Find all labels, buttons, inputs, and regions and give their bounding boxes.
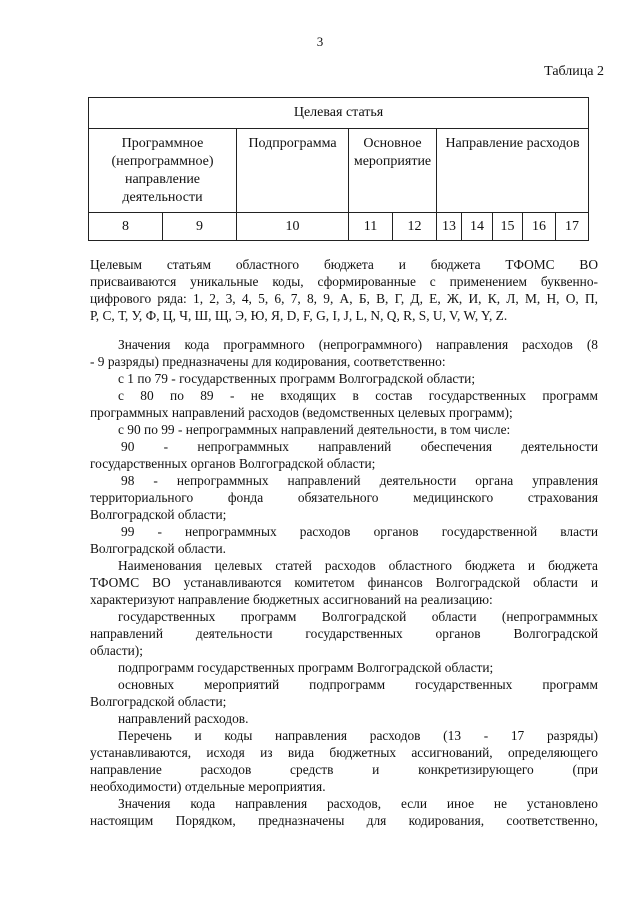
text-line: Перечень и коды направления расходов (13 - 17 разряды) [118, 728, 598, 743]
digit-cell: 13 [437, 213, 462, 241]
text-line: направление расходов средств и конкретизирующего (при [90, 762, 598, 777]
digit-cell: 8 [89, 213, 163, 241]
text-line: 98 - непрограммных направлений деятельности органа управления [121, 473, 598, 488]
body-text [90, 256, 598, 829]
text-line: с 1 по 79 - государственных программ Волгоградской области; [118, 371, 476, 386]
text-line: территориального фонда обязательного медицинского страхования [90, 490, 598, 505]
text-line: с 80 по 89 - не входящих в состав государственных программ [118, 388, 598, 403]
text-line: 90 - непрограммных направлений обеспечения деятельности [121, 439, 598, 454]
digit-cell: 15 [493, 213, 523, 241]
text-line: направлений расходов. [118, 711, 249, 726]
digit-cell: 11 [349, 213, 393, 241]
text-line: Волгоградской области. [90, 541, 227, 556]
text-line: Волгоградской области; [90, 507, 227, 522]
header-main-event: Основное мероприятие [349, 129, 437, 213]
text-line: Р, С, Т, У, Ф, Ц, Ч, Ш, Щ, Э, Ю, Я, D, F, G, I, J, L, N, Q, R, S, U, V, W, Y, Z. [90, 308, 508, 323]
header-program-direction: Программное (непрограммное) направление деятельности [89, 129, 237, 213]
digit-cell: 17 [556, 213, 589, 241]
text-line: Значения кода направления расходов, если иное не установлено [118, 796, 598, 811]
digit-cell: 12 [393, 213, 437, 241]
text-line: 99 - непрограммных расходов органов государственной власти [121, 524, 598, 539]
text-line: направлений деятельности государственных органов Волгоградской [90, 626, 598, 641]
table-title: Целевая статья [89, 98, 589, 129]
text-line: характеризуют направление бюджетных ассигнований на реализацию: [90, 592, 493, 607]
text-line: Волгоградской области; [90, 694, 227, 709]
digit-cell: 9 [163, 213, 237, 241]
page-number: 3 [316, 34, 324, 49]
text-line: необходимости) отдельные мероприятия. [90, 779, 326, 794]
target-article-table [88, 97, 589, 241]
text-line: настоящим Порядком, предназначены для кодирования, соответственно, [90, 813, 598, 828]
text-line: устанавливаются, исходя из вида бюджетных ассигнований, определяющего [90, 745, 598, 760]
text-line: программных направлений расходов (ведомственных целевых программ); [90, 405, 513, 420]
header-subprogram: Подпрограмма [237, 129, 349, 213]
text-line: государственных органов Волгоградской области; [90, 456, 376, 471]
table-label: Таблица 2 [544, 64, 604, 79]
digit-cell: 10 [237, 213, 349, 241]
digit-cell: 14 [462, 213, 493, 241]
text-line: Значения кода программного (непрограммного) направления расходов (8 [118, 337, 598, 352]
text-line: подпрограмм государственных программ Волгоградской области; [118, 660, 494, 675]
text-line: с 90 по 99 - непрограммных направлений деятельности, в том числе: [118, 422, 511, 437]
header-expense-direction: Направление расходов [437, 129, 589, 213]
text-line: области); [90, 643, 143, 658]
text-line: ТФОМС ВО устанавливаются комитетом финансов Волгоградской области и [90, 575, 598, 590]
digit-cell: 16 [523, 213, 556, 241]
text-line: основных мероприятий подпрограмм государственных программ [118, 677, 598, 692]
text-line: Наименования целевых статей расходов областного бюджета и бюджета [118, 558, 598, 573]
text-line: - 9 разряды) предназначены для кодирования, соответственно: [90, 354, 446, 369]
text-line: Целевым статьям областного бюджета и бюджета ТФОМС ВО [90, 257, 598, 272]
text-line: государственных программ Волгоградской области (непрограммных [118, 609, 598, 624]
text-line: присваиваются уникальные коды, сформированные с применением буквенно- [90, 274, 598, 289]
text-line: цифрового ряда: 1, 2, 3, 4, 5, 6, 7, 8, 9, А, Б, В, Г, Д, Е, Ж, И, К, Л, М, Н, О, П, [90, 291, 598, 306]
